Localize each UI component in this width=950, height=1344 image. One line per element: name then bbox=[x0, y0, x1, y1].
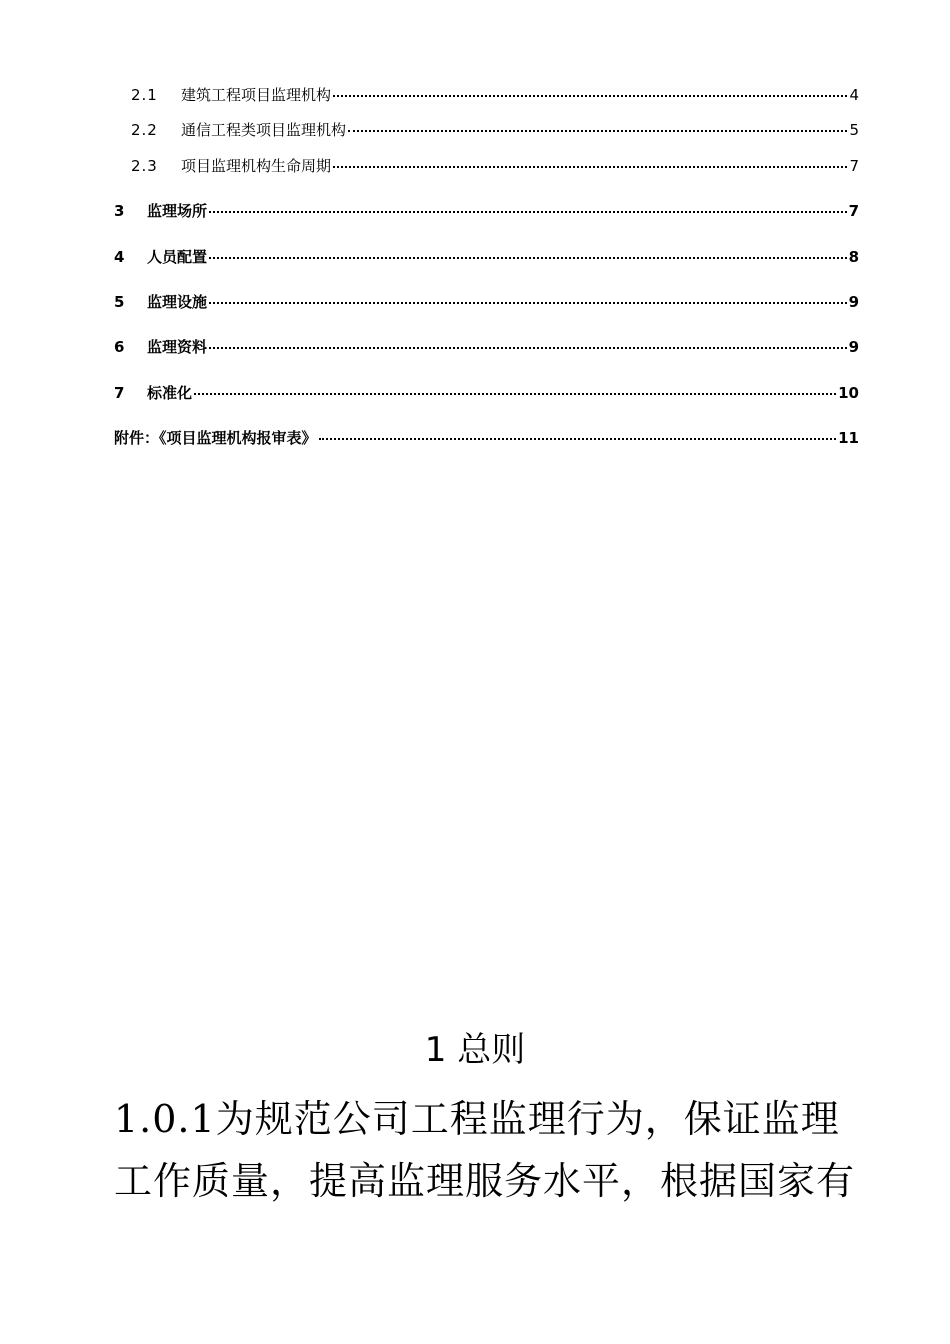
toc-leader-dots bbox=[333, 94, 847, 97]
toc-entry-page: 10 bbox=[838, 384, 859, 402]
toc-entry-number: 5 bbox=[114, 293, 125, 311]
toc-leader-dots bbox=[319, 437, 837, 440]
toc-entry-4[interactable] bbox=[114, 246, 859, 268]
toc-entry-page: 5 bbox=[849, 121, 859, 139]
toc-entry-page: 7 bbox=[848, 202, 859, 220]
toc-entry-title: 建筑工程项目监理机构 bbox=[181, 86, 332, 104]
toc-entry-page: 7 bbox=[849, 157, 859, 175]
toc-entry-title: 监理资料 bbox=[147, 338, 208, 356]
toc-entry-page: 9 bbox=[848, 293, 859, 311]
section-heading: 1 总则 bbox=[424, 1030, 526, 1070]
toc-entry-number: 2.1 bbox=[131, 86, 158, 104]
toc-entry-number: 6 bbox=[114, 338, 125, 356]
toc-leader-dots bbox=[209, 210, 847, 213]
toc-leader-dots bbox=[194, 392, 836, 395]
toc-entry-number: 2.3 bbox=[131, 157, 158, 175]
toc-entry-title: 通信工程类项目监理机构 bbox=[181, 121, 347, 139]
body-paragraph: 1.0.1为规范公司工程监理行为，保证监理工作质量，提高监理服务水平，根据国家有 bbox=[114, 1097, 856, 1203]
toc-entry-title: 附件：《项目监理机构报审表》 bbox=[114, 429, 317, 447]
toc-entry-page: 4 bbox=[849, 86, 859, 104]
toc-entry-2-3[interactable] bbox=[131, 155, 859, 177]
toc-entry-5[interactable] bbox=[114, 291, 859, 313]
toc-entry-number: 3 bbox=[114, 202, 125, 220]
toc-entry-3[interactable] bbox=[114, 200, 859, 222]
toc-leader-dots bbox=[209, 301, 847, 304]
toc-entry-number: 7 bbox=[114, 384, 125, 402]
toc-entry-page: 9 bbox=[848, 338, 859, 356]
toc-entry-2-1[interactable] bbox=[131, 84, 859, 106]
toc-entry-7[interactable] bbox=[114, 382, 859, 404]
toc-leader-dots bbox=[348, 129, 847, 132]
toc-entry-page: 8 bbox=[848, 248, 859, 266]
toc-entry-title: 项目监理机构生命周期 bbox=[181, 157, 332, 175]
toc-entry-number: 2.2 bbox=[131, 121, 158, 139]
toc-entry-title: 人员配置 bbox=[147, 248, 208, 266]
toc-entry-appendix[interactable] bbox=[114, 427, 859, 449]
toc-entry-number: 4 bbox=[114, 248, 125, 266]
toc-entry-title: 监理设施 bbox=[147, 293, 208, 311]
toc-leader-dots bbox=[209, 256, 847, 259]
toc-entry-page: 11 bbox=[838, 429, 859, 447]
table-of-contents bbox=[0, 0, 950, 460]
toc-leader-dots bbox=[333, 165, 847, 168]
toc-entry-title: 监理场所 bbox=[147, 202, 208, 220]
toc-entry-6[interactable] bbox=[114, 336, 859, 358]
toc-entry-title: 标准化 bbox=[147, 384, 193, 402]
toc-entry-2-2[interactable] bbox=[131, 119, 859, 141]
toc-leader-dots bbox=[209, 346, 847, 349]
